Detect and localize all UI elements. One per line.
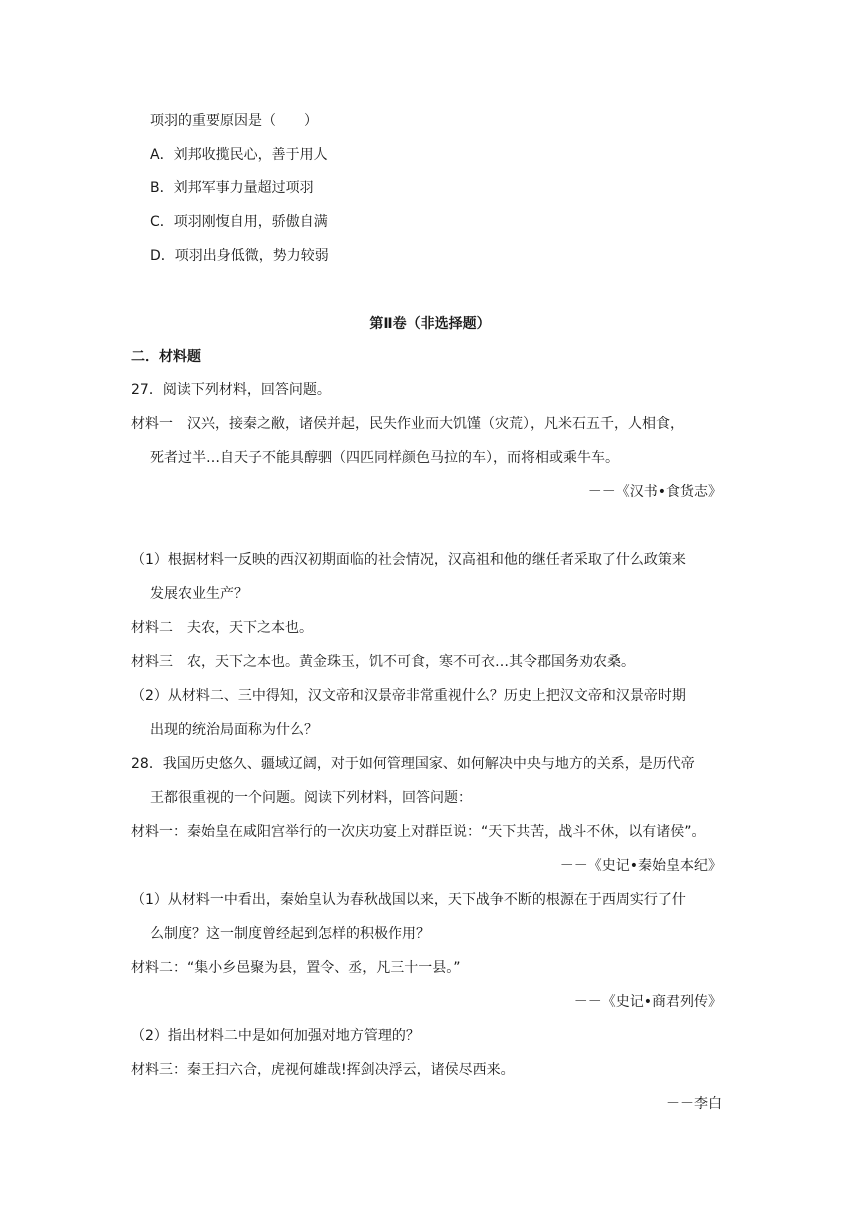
q26-option-c: C．项羽刚愎自用，骄傲自满 — [150, 214, 328, 230]
q26-option-b: B．刘邦军事力量超过项羽 — [150, 180, 314, 196]
q26-option-a: A．刘邦收揽民心，善于用人 — [150, 147, 328, 163]
q27-sub2-line1: （2）从材料二、三中得知，汉文帝和汉景帝非常重视什么？历史上把汉文帝和汉景帝时期 — [131, 688, 686, 704]
q28-material2-source: －－《史记•商君列传》 — [573, 994, 722, 1010]
q26-stem-tail: 项羽的重要原因是（ ） — [150, 113, 318, 129]
part2-title: 第Ⅱ卷（非选择题） — [369, 316, 491, 332]
q27-intro: 27．阅读下列材料，回答问题。 — [131, 382, 331, 398]
q27-sub1-line2: 发展农业生产？ — [150, 586, 248, 602]
q27-material3: 材料三 农，天下之本也。黄金珠玉，饥不可食，寒不可衣…其令郡国务劝农桑。 — [131, 654, 635, 670]
q28-sub1-line2: 么制度？这一制度曾经起到怎样的积极作用？ — [150, 926, 430, 942]
q27-sub2-line2: 出现的统治局面称为什么？ — [150, 722, 318, 738]
q26-option-d: D．项羽出身低微，势力较弱 — [150, 248, 329, 264]
q27-material1-line2: 死者过半…自天子不能具醇驷（四匹同样颜色马拉的车），而将相或乘牛车。 — [150, 450, 619, 466]
q27-material1-source: －－《汉书•食货志》 — [587, 484, 722, 500]
q27-material2: 材料二 夫农，天下之本也。 — [131, 620, 313, 636]
q28-sub1-line1: （1）从材料一中看出，秦始皇认为春秋战国以来，天下战争不断的根源在于西周实行了什 — [131, 892, 686, 908]
q28-material3-source: －－李白 — [666, 1096, 722, 1112]
q28-material2: 材料二：“集小乡邑聚为县，置令、丞，凡三十一县。” — [131, 960, 461, 976]
q28-sub2: （2）指出材料二中是如何加强对地方管理的？ — [131, 1028, 420, 1044]
q28-intro-line1: 28．我国历史悠久、疆域辽阔，对于如何管理国家、如何解决中央与地方的关系，是历代帝 — [131, 756, 695, 772]
q27-material1-line1: 材料一 汉兴，接秦之敝，诸侯并起，民失作业而大饥馑（灾荒），凡米石五千，人相食， — [131, 416, 684, 432]
q28-intro-line2: 王都很重视的一个问题。阅读下列材料，回答问题： — [150, 790, 472, 806]
q28-material1-source: －－《史记•秦始皇本纪》 — [559, 858, 722, 874]
q28-material3: 材料三：秦王扫六合，虎视何雄哉!挥剑决浮云，诸侯尽西来。 — [131, 1062, 515, 1078]
section-heading: 二．材料题 — [131, 349, 201, 365]
q28-material1: 材料一：秦始皇在咸阳宫举行的一次庆功宴上对群臣说：“天下共苦，战斗不休，以有诸侯”。 — [131, 824, 706, 840]
q27-sub1-line1: （1）根据材料一反映的西汉初期面临的社会情况，汉高祖和他的继任者采取了什么政策来 — [131, 552, 686, 568]
